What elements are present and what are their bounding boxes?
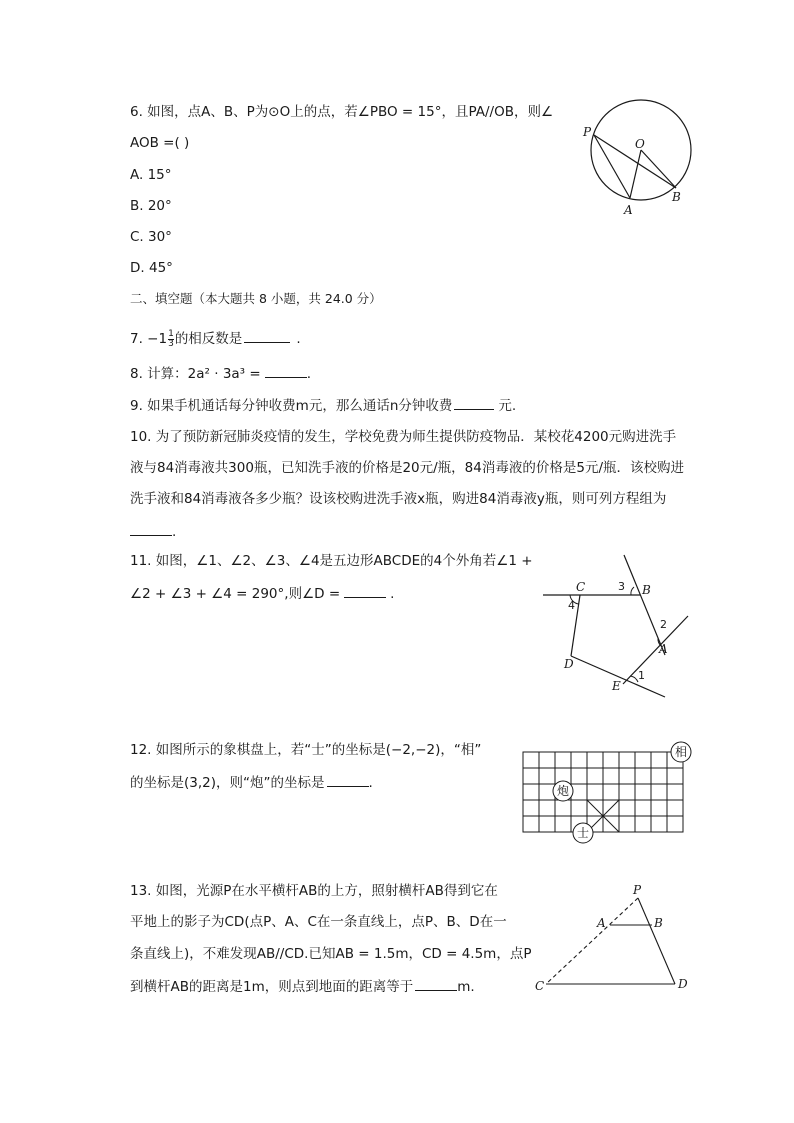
label-a: A: [597, 916, 606, 930]
q10-answer-blank[interactable]: [130, 521, 172, 536]
q13-end: m.: [457, 979, 475, 995]
q13-stem-line2: 平地上的影子为CD(点P、A、C在一条直线上，点P、B、D在一: [130, 914, 507, 930]
piece-shi: 士: [577, 826, 590, 840]
q6-option-d: D. 45°: [130, 260, 173, 276]
q8-text: 8. 计算：2a² · 3a³ =: [130, 366, 261, 382]
angle-label-2: 2: [660, 618, 667, 631]
q13-answer-blank[interactable]: [415, 976, 457, 991]
label-p: P: [633, 883, 642, 897]
q10-stem-line2: 液与84消毒液共300瓶，已知洗手液的价格是20元/瓶，84消毒液的价格是5元/瓶．该校购进: [130, 460, 684, 476]
q8-end: .: [306, 366, 311, 382]
q8-answer-blank[interactable]: [265, 363, 307, 378]
q6-option-b: B. 20°: [130, 198, 172, 214]
piece-xiang: 相: [675, 745, 688, 759]
q12-end: .: [368, 775, 373, 791]
q12-stem-line1: 12. 如图所示的象棋盘上，若“士”的坐标是(−2,−2)，“相”: [130, 742, 482, 758]
q7-end: .: [296, 331, 301, 347]
q10-stem-line1: 10. 为了预防新冠肺炎疫情的发生，学校免费为师生提供防疫物品．某校花4200元购进洗手: [130, 429, 677, 445]
angle-label-4: 4: [568, 599, 575, 612]
q7-frac-den: 3: [168, 338, 174, 349]
label-d: D: [678, 977, 688, 991]
segment-pa: [594, 135, 630, 198]
q9-stem: [130, 395, 516, 415]
label-b: B: [672, 190, 681, 204]
q11-end: .: [390, 586, 395, 602]
q11-answer-blank[interactable]: [344, 583, 386, 598]
q9-text: 9. 如果手机通话每分钟收费m元，那么通话n分钟收费: [130, 398, 453, 414]
q12-chessboard-figure: [520, 740, 695, 850]
q11-line2-text: ∠2 + ∠3 + ∠4 = 290°,则∠D =: [130, 586, 341, 602]
q12-answer-blank[interactable]: [327, 772, 369, 787]
label-c: C: [576, 580, 586, 594]
angle-arc-3: [631, 587, 634, 595]
q13-line4-text: 到横杆AB的距离是1m，则点到地面的距离等于: [130, 979, 414, 995]
q13-light-shadow-figure: [530, 880, 700, 995]
segment-oa: [630, 150, 641, 198]
q7-stem: [130, 328, 301, 349]
label-o: O: [635, 137, 645, 151]
q7-suffix: 的相反数是: [174, 331, 243, 347]
q7-prefix: 7. −1: [130, 331, 168, 347]
q7-frac-num: 1: [168, 328, 174, 339]
q6-circle-figure: [580, 98, 700, 223]
q7-fraction: [168, 330, 174, 349]
line-pd: [638, 898, 675, 984]
q11-stem-line2: [130, 583, 394, 603]
q9-end: 元.: [498, 398, 517, 414]
label-c: C: [535, 979, 545, 993]
q11-stem-line1: 11. 如图，∠1、∠2、∠3、∠4是五边形ABCDE的4个外角若∠1 +: [130, 553, 533, 569]
angle-arc-1: [630, 676, 638, 682]
q6-stem-line1: 6. 如图，点A、B、P为⊙O上的点，若∠PBO = 15°，且PA//OB，则∠: [130, 104, 554, 120]
line-ba-extended: [624, 555, 665, 655]
label-a: A: [659, 642, 668, 656]
label-a: A: [624, 203, 633, 217]
board-grid: [523, 752, 683, 832]
q6-option-c: C. 30°: [130, 229, 172, 245]
piece-pao: 炮: [557, 784, 570, 798]
line-ea-extended: [623, 616, 688, 684]
label-b: B: [642, 583, 651, 597]
q7-answer-blank[interactable]: [244, 328, 290, 343]
q12-stem-line2: [130, 772, 373, 792]
q13-stem-line1: 13. 如图，光源P在水平横杆AB的上方，照射横杆AB得到它在: [130, 883, 498, 899]
line-pc-dashed: [546, 898, 638, 984]
q13-stem-line4: [130, 976, 475, 996]
label-b: B: [654, 916, 663, 930]
q8-stem: [130, 363, 311, 383]
q6-stem-line2: AOB =( ): [130, 135, 190, 151]
q9-answer-blank[interactable]: [454, 395, 494, 410]
label-p: P: [583, 125, 592, 139]
label-e: E: [612, 679, 621, 693]
angle-label-1: 1: [638, 669, 645, 682]
q12-line2-text: 的坐标是(3,2)，则“炮”的坐标是: [130, 775, 325, 791]
q13-stem-line3: 条直线上)，不难发现AB//CD.已知AB = 1.5m，CD = 4.5m，点P: [130, 946, 532, 962]
q10-stem-line3: 洗手液和84消毒液各多少瓶？设该校购进洗手液x瓶，购进84消毒液y瓶，则可列方程组为: [130, 491, 667, 507]
section-heading-fill-blank: 二、填空题（本大题共 8 小题，共 24.0 分）: [130, 291, 382, 306]
q6-option-a: A. 15°: [130, 167, 172, 183]
q10-end: .: [172, 524, 177, 540]
q10-answer-line: [130, 521, 176, 541]
q11-pentagon-figure: [540, 552, 700, 702]
label-d: D: [564, 657, 574, 671]
angle-label-3: 3: [618, 580, 625, 593]
